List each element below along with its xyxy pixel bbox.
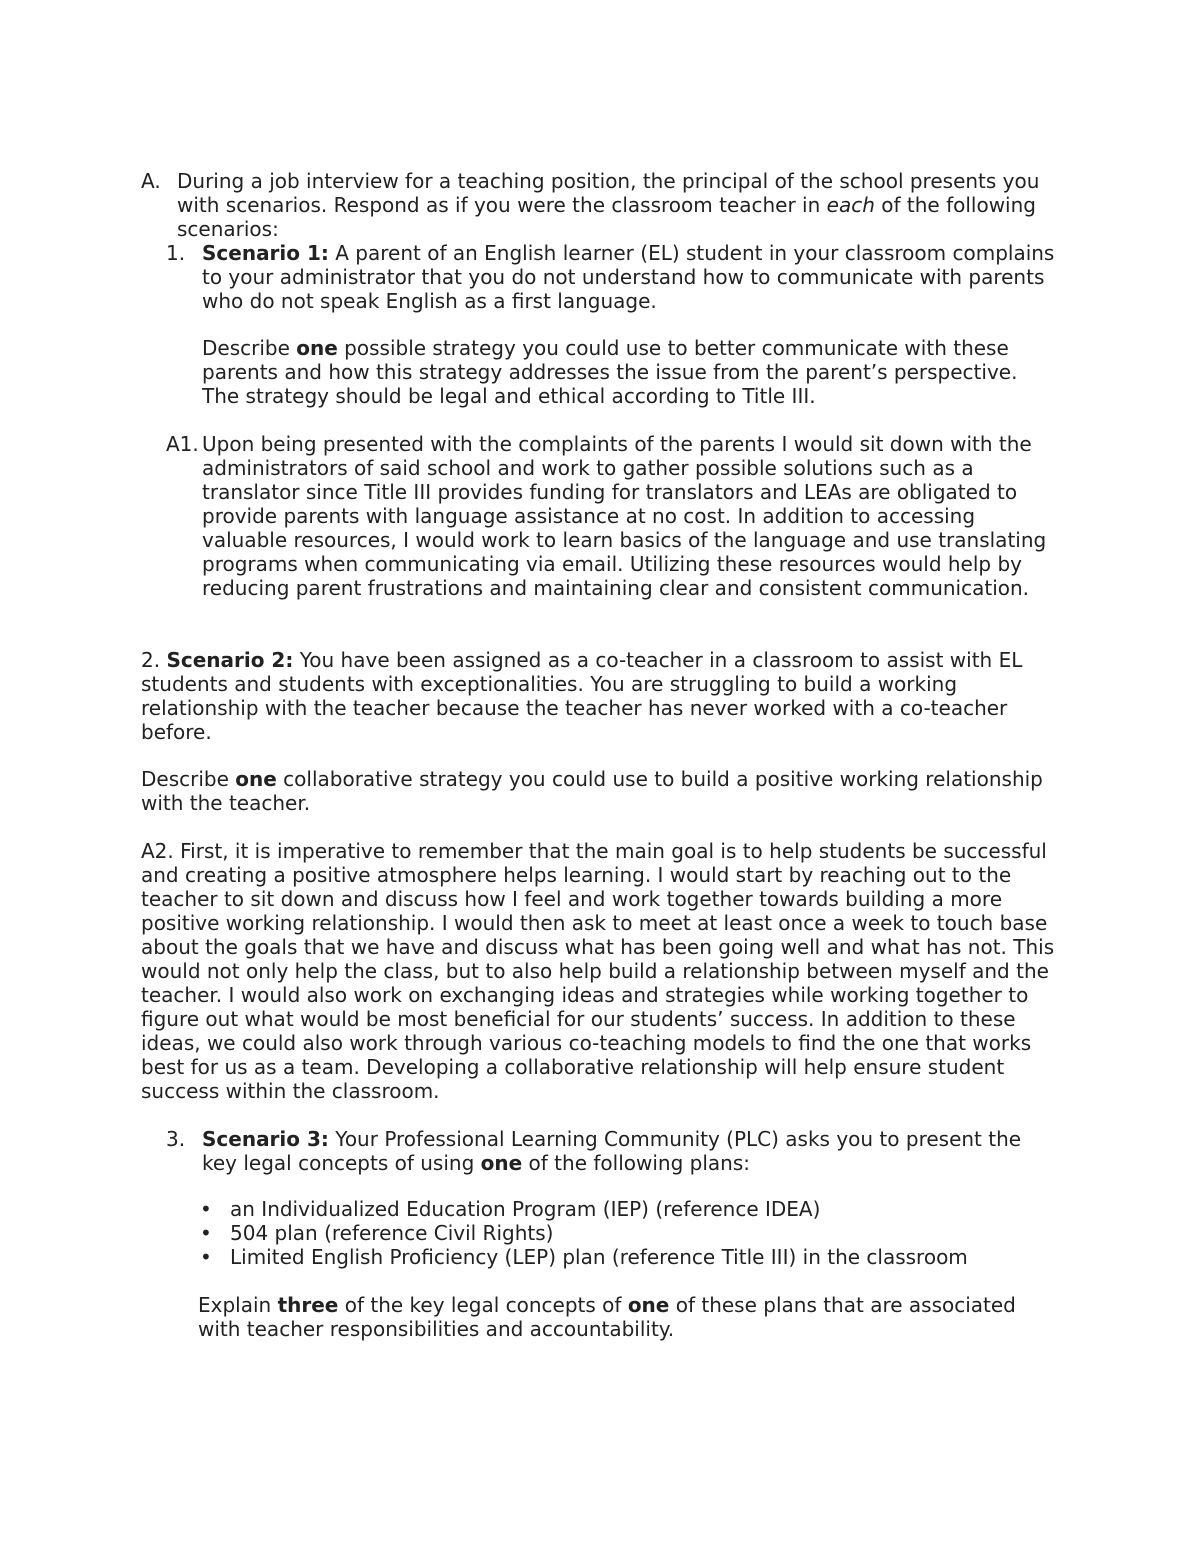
section-a-intro-text: During a job interview for a teaching position, the principal of the school presents you with scenarios. Respond as if you were the classroom teacher in bbox=[177, 169, 1040, 217]
scenario-1-prompt-text-end: possible strategy you could use to better communicate with these parents and how this strategy addresses the issue from the parent’s perspective. The strategy should be legal and ethical according to Title III. bbox=[202, 336, 1018, 408]
section-a-intro bbox=[177, 169, 1057, 241]
scenario-1-label: Scenario 1: bbox=[202, 241, 329, 265]
section-a-marker: A. bbox=[141, 169, 161, 193]
answer-1-marker: A1. bbox=[166, 432, 199, 456]
scenario-1-prompt-bold: one bbox=[296, 336, 338, 360]
scenario-1-prompt-text: Describe bbox=[202, 336, 297, 360]
scenario-3-text-bold: one bbox=[480, 1151, 523, 1175]
scenario-2-prompt-text-end: collaborative strategy you could use to build a positive working relationship with the teacher. bbox=[141, 767, 1043, 815]
scenario-2-prompt-bold: one bbox=[235, 767, 277, 791]
scenario-1-text: A parent of an English learner (EL) student in your classroom complains to your administrator that you do not understand how to communicate with parents who do not speak English as a first language. bbox=[202, 241, 1055, 313]
scenario-3-prompt-text-end: of these plans that are associated with teacher responsibilities and accountability. bbox=[198, 1293, 1016, 1341]
scenario-3-prompt-text: Explain bbox=[198, 1293, 278, 1317]
scenario-3-description bbox=[202, 1127, 1062, 1175]
scenario-2-description bbox=[141, 648, 1066, 744]
scenario-3-text: Your Professional Learning Community (PLC) asks you to present the key legal concepts of using bbox=[202, 1127, 1022, 1175]
section-a-intro-text-end: of the following scenarios: bbox=[177, 193, 1036, 241]
scenario-3-bullet-list bbox=[200, 1197, 1060, 1269]
scenario-1-description bbox=[202, 241, 1062, 313]
list-item bbox=[200, 1197, 1060, 1221]
scenario-3-prompt bbox=[198, 1293, 1063, 1341]
scenario-3-text-end: of the following plans: bbox=[522, 1151, 750, 1175]
scenario-3-marker: 3. bbox=[166, 1127, 186, 1151]
bullet-icon: • bbox=[200, 1197, 212, 1221]
section-a-intro-emphasis: each bbox=[826, 193, 875, 217]
scenario-3-label: Scenario 3: bbox=[202, 1127, 329, 1151]
scenario-1-marker: 1. bbox=[166, 241, 186, 265]
scenario-3-prompt-text-mid: of the key legal concepts of bbox=[338, 1293, 628, 1317]
scenario-2-label: Scenario 2: bbox=[166, 648, 294, 672]
answer-1-text: Upon being presented with the complaints of the parents I would sit down with the administrators of said school and work to gather possible solutions such as a translator since Title III provides funding for translators and LEAs are obligated to provide parents with language assistance at no cost. In addition to accessing valuable resources, I would work to learn basics of the language and use translating programs when communicating via email. Utilizing these resources would help by reducing parent frustrations and maintaining clear and consistent communication. bbox=[202, 432, 1047, 600]
scenario-3-prompt-bold-one: one bbox=[627, 1293, 670, 1317]
scenario-3-prompt-bold-three: three bbox=[277, 1293, 339, 1317]
list-item bbox=[200, 1245, 1060, 1269]
bullet-icon: • bbox=[200, 1245, 212, 1269]
scenario-2-prompt-text: Describe bbox=[141, 767, 236, 791]
scenario-2-text: You have been assigned as a co-teacher in a classroom to assist with EL students and students with exceptionalities. You are struggling to build a working relationship with the teacher because the teacher has never worked with a co-teacher before. bbox=[141, 648, 1023, 744]
bullet-item-text: an Individualized Education Program (IEP) (reference IDEA) bbox=[230, 1197, 821, 1221]
list-item bbox=[200, 1221, 1060, 1245]
bullet-item-text: 504 plan (reference Civil Rights) bbox=[230, 1221, 554, 1245]
bullet-icon: • bbox=[200, 1221, 212, 1245]
scenario-2-marker: 2. bbox=[141, 648, 161, 672]
scenario-2-prompt bbox=[141, 767, 1066, 815]
scenario-1-prompt bbox=[202, 336, 1052, 408]
answer-2-text: A2. First, it is imperative to remember that the main goal is to help students be successful and creating a positive atmosphere helps learning. I would start by reaching out to the teacher to sit down and discuss how I feel and work together towards building a more positive working relationship. I would then ask to meet at least once a week to touch base about the goals that we have and discuss what has been going well and what has not. This would not only help the class, but to also help build a relationship between myself and the teacher. I would also work on exchanging ideas and strategies while working together to figure out what would be most beneficial for our students’ success. In addition to these ideas, we could also work through various co-teaching models to find the one that works best for us as a team. Developing a collaborative relationship will help ensure student success within the classroom. bbox=[141, 839, 1055, 1103]
bullet-item-text: Limited English Proficiency (LEP) plan (reference Title III) in the classroom bbox=[230, 1245, 968, 1269]
